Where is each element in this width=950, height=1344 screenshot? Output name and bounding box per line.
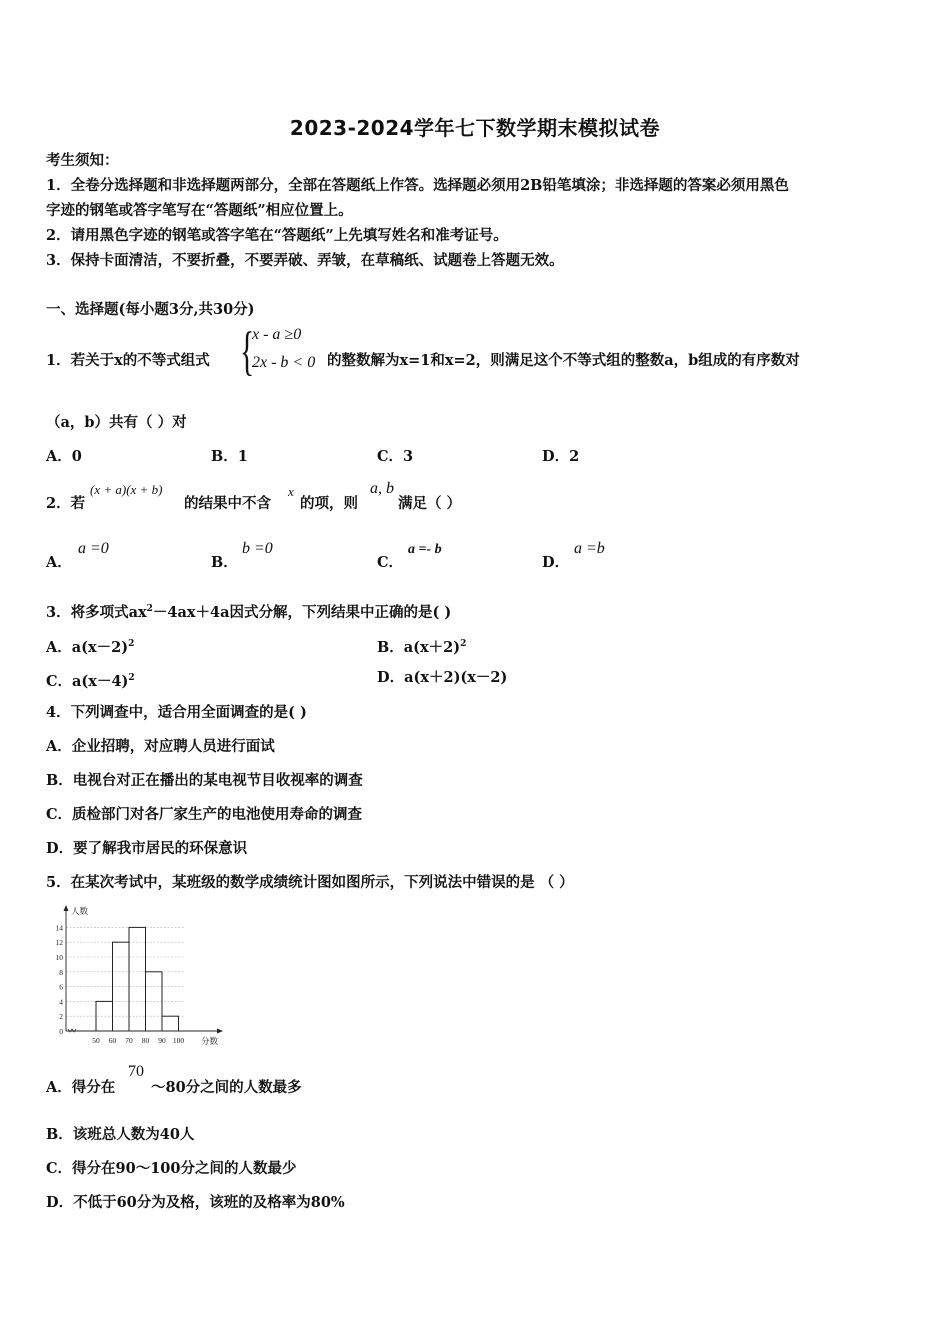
notice-line-1b: 字迹的钢笔或答字笔写在“答题纸”相应位置上。 <box>46 202 353 219</box>
q2-mid-2: 的项，则 <box>300 495 358 512</box>
x-tick-label: 60 <box>108 1036 117 1045</box>
q3-option-b <box>377 634 466 658</box>
notice-heading: 考生须知： <box>46 152 119 169</box>
q5-option-c: C．得分在90～100分之间的人数最少 <box>46 1160 297 1177</box>
y-tick-label: 12 <box>55 938 63 948</box>
q3-option-a <box>46 634 134 658</box>
y-tick-label: 2 <box>59 1012 63 1022</box>
q1-option-c: C．3 <box>377 448 414 465</box>
q2-option-b-label: B． <box>211 554 238 571</box>
histogram-bar <box>129 927 146 1031</box>
q2-option-a-expr: a =0 <box>78 540 109 557</box>
q4-option-c: C．质检部门对各厂家生产的电池使用寿命的调查 <box>46 806 363 823</box>
q1-line-2: （a，b）共有（ ）对 <box>46 414 187 431</box>
q5-option-a-post: ～80分之间的人数最多 <box>151 1079 302 1096</box>
q3-option-c-sup: 2 <box>128 673 135 683</box>
q3-option-d: D．a(x＋2)(x－2) <box>377 669 508 686</box>
q5-histogram <box>46 904 236 1049</box>
q1-inequality-1: x - a ≥0 <box>252 326 302 343</box>
q2-prefix: 2．若 <box>46 495 86 512</box>
q2-expression: (x + a)(x + b) <box>90 482 163 497</box>
q2-variable-x: x <box>288 484 294 499</box>
x-tick-label: 70 <box>125 1036 133 1045</box>
q3-option-b-text: B．a(x＋2) <box>377 638 461 656</box>
q1-option-d: D．2 <box>542 448 580 465</box>
q2-option-c-expr: a =- b <box>408 542 442 557</box>
q1-brace: { <box>240 321 255 381</box>
y-tick-label: 6 <box>59 982 63 992</box>
notice-line-1a: 1．全卷分选择题和非选择题两部分，全部在答题纸上作答。选择题必须用2B铅笔填涂；非选择题的答案必须用黑色 <box>46 177 789 194</box>
q5-option-a-num: 70 <box>128 1063 144 1080</box>
q2-option-d-expr: a =b <box>574 540 605 557</box>
q3-stem <box>46 599 451 623</box>
q3-option-c <box>46 668 135 692</box>
q4-option-a: A．企业招聘，对应聘人员进行面试 <box>46 738 275 755</box>
x-axis-label: 分数 <box>201 1036 219 1046</box>
x-tick-label: 50 <box>92 1036 100 1045</box>
y-axis-arrow <box>64 905 69 911</box>
notice-line-2: 2．请用黑色字迹的钢笔或答字笔在“答题纸”上先填写姓名和准考证号。 <box>46 227 508 244</box>
q2-variables-ab: a, b <box>370 480 394 497</box>
q3-option-a-text: A．a(x－2) <box>46 638 129 656</box>
q1-prefix: 1．若关于x的不等式组式 <box>46 352 210 369</box>
section-heading: 一、选择题(每小题3分,共30分) <box>46 301 255 318</box>
q5-stem: 5．在某次考试中，某班级的数学成绩统计图如图所示，下列说法中错误的是 （ ） <box>46 874 574 891</box>
y-tick-label: 8 <box>59 967 63 977</box>
q1-option-b: B．1 <box>211 448 248 465</box>
q1-suffix: 的整数解为x=1和x=2，则满足这个不等式组的整数a，b组成的有序数对 <box>327 352 800 369</box>
y-tick-label: 4 <box>59 997 63 1007</box>
q5-option-b: B．该班总人数为40人 <box>46 1126 195 1143</box>
q4-option-b: B．电视台对正在播出的某电视节目收视率的调查 <box>46 772 363 789</box>
q1-inequality-2: 2x - b < 0 <box>252 354 316 371</box>
page-title: 2023-2024学年七下数学期末模拟试卷 <box>289 116 661 140</box>
q5-option-a-pre: A．得分在 <box>46 1079 116 1096</box>
q5-option-d: D．不低于60分为及格，该班的及格率为80% <box>46 1194 345 1211</box>
axis-break-mark <box>68 1029 76 1032</box>
q3-option-b-sup: 2 <box>460 639 467 649</box>
q3-stem-b: －4ax＋4a因式分解，下列结果中正确的是( ) <box>152 603 452 621</box>
q3-option-c-text: C．a(x－4) <box>46 672 129 690</box>
q2-option-c-label: C． <box>377 554 404 571</box>
x-tick-label: 80 <box>141 1036 150 1045</box>
q2-option-a-label: A． <box>46 554 72 571</box>
q2-option-d-label: D． <box>542 554 570 571</box>
q1-option-a: A．0 <box>46 448 82 465</box>
x-tick-label: 100 <box>172 1036 185 1045</box>
q2-mid-1: 的结果中不含 <box>184 495 271 512</box>
y-axis-label: 人数 <box>71 906 89 916</box>
q4-option-d: D．要了解我市居民的环保意识 <box>46 840 248 857</box>
q3-stem-sup: 2 <box>146 604 153 614</box>
y-tick-label: 14 <box>55 923 63 933</box>
q2-suffix: 满足（ ） <box>398 495 462 512</box>
histogram-bar <box>162 1016 179 1031</box>
q3-stem-a: 3．将多项式ax <box>46 603 147 621</box>
q4-stem: 4．下列调查中，适合用全面调查的是( ) <box>46 704 307 721</box>
notice-line-3: 3．保持卡面清洁，不要折叠，不要弄破、弄皱，在草稿纸、试题卷上答题无效。 <box>46 252 564 269</box>
x-tick-label: 90 <box>158 1036 166 1045</box>
x-axis-arrow <box>217 1029 223 1034</box>
y-tick-label: 0 <box>59 1027 63 1036</box>
y-tick-label: 10 <box>55 953 63 962</box>
q2-option-b-expr: b =0 <box>242 540 273 557</box>
q3-option-a-sup: 2 <box>128 639 135 649</box>
